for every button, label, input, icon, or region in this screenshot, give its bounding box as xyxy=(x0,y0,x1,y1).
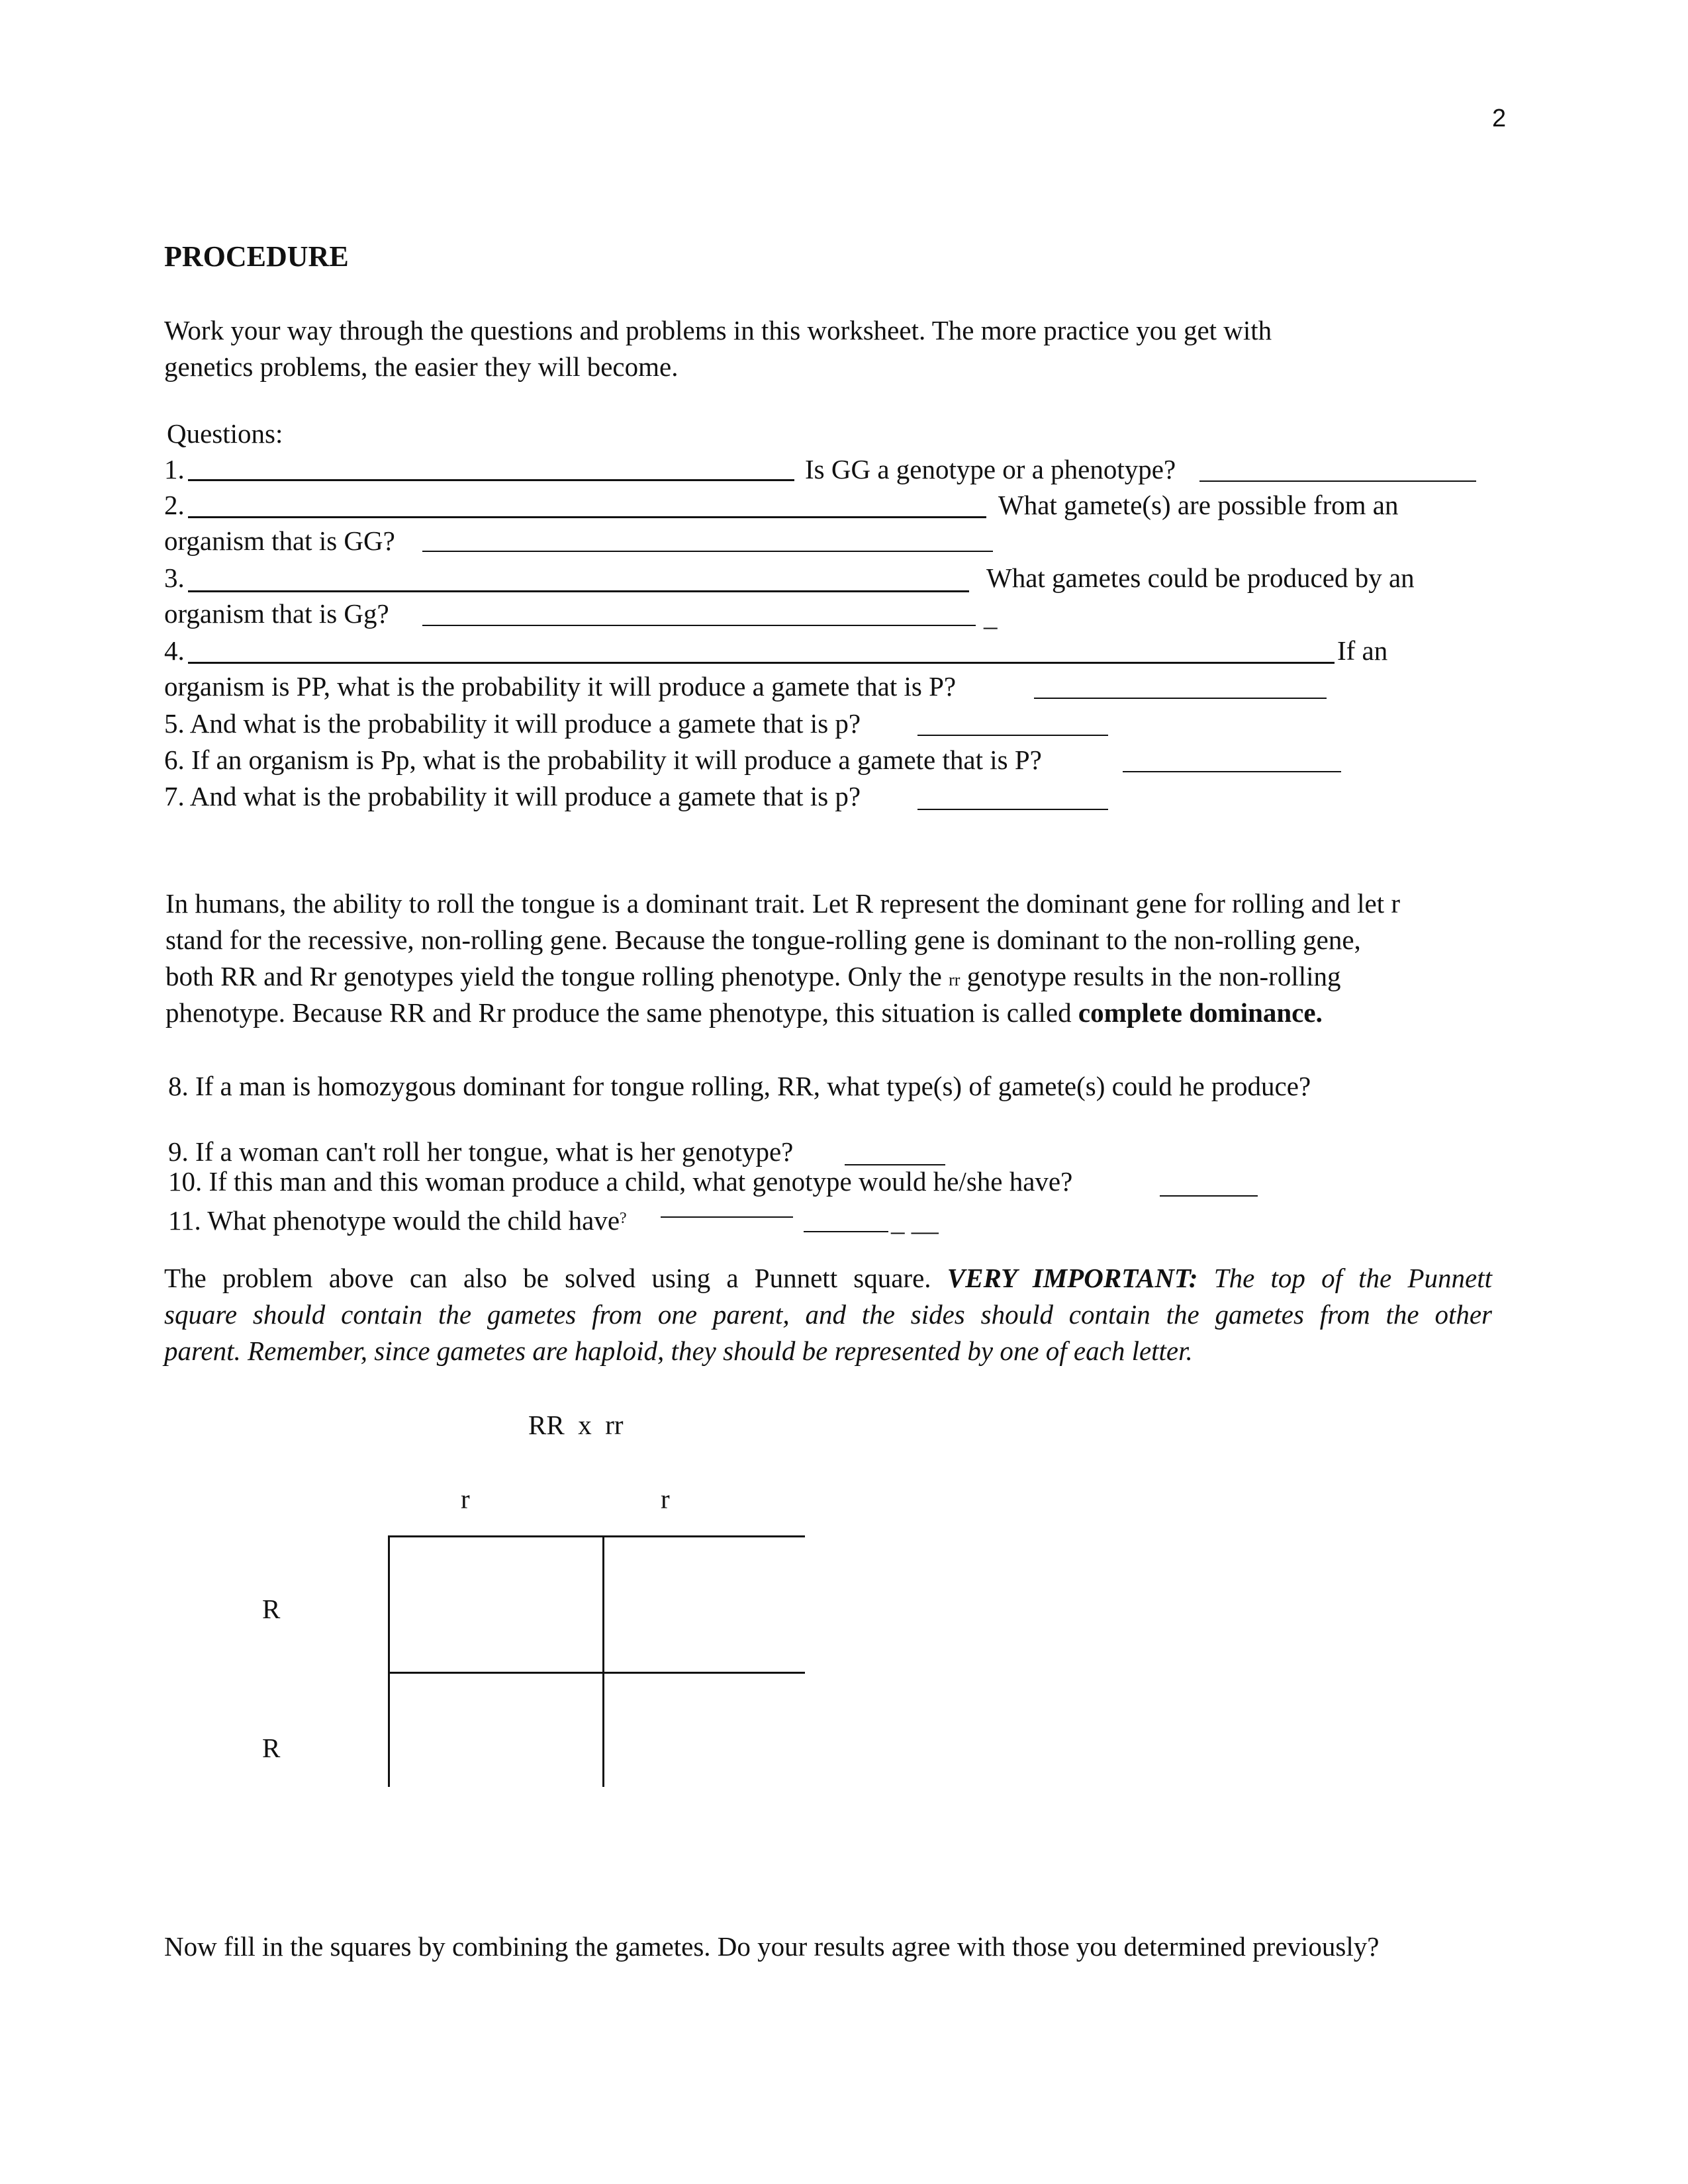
question-10-text: 10. If this man and this woman produce a child, what genotype would he/she have? xyxy=(168,1166,1073,1197)
punnett-paragraph-line-3: parent. Remember, since gametes are haploid, they should be represented by one of each letter. xyxy=(164,1336,1193,1366)
question-7-text: 7. And what is the probability it will produce a gamete that is p? xyxy=(164,781,861,811)
question-5-answer-blank[interactable] xyxy=(917,735,1108,736)
punnett-paragraph-line-1 xyxy=(164,1260,1492,1297)
intro-line-1: Work your way through the questions and problems in this worksheet. The more practice you get with xyxy=(164,315,1272,345)
question-2-number: 2. xyxy=(164,490,185,520)
punnett-line-1-italic: The top of the Punnett xyxy=(1213,1263,1492,1293)
punnett-cell-1-2[interactable] xyxy=(605,1538,804,1670)
question-2-continuation: organism that is GG? xyxy=(164,525,395,556)
question-2-answer-blank[interactable] xyxy=(422,551,993,552)
question-4-text: If an xyxy=(1337,635,1388,666)
question-3-continuation: organism that is Gg? xyxy=(164,598,389,629)
intro-line-2: genetics problems, the easier they will become. xyxy=(164,351,679,382)
question-1-number: 1. xyxy=(164,454,185,484)
side-gamete-2: R xyxy=(262,1733,281,1763)
tongue-line-3-b: genotype results in the non-rolling xyxy=(966,961,1341,991)
question-1-blank-a[interactable] xyxy=(188,479,794,481)
question-11-label: 11. What phenotype would the child have xyxy=(168,1205,620,1236)
question-11-mark: ? xyxy=(620,1210,627,1227)
very-important-label: VERY IMPORTANT: xyxy=(947,1263,1198,1293)
question-3-answer-blank[interactable] xyxy=(422,625,976,626)
tongue-line-3-a: both RR and Rr genotypes yield the tongue rolling phenotype. Only the xyxy=(165,961,942,991)
question-10-answer-blank[interactable] xyxy=(1160,1195,1258,1197)
question-4-number: 4. xyxy=(164,635,185,666)
question-3-blank-a[interactable] xyxy=(188,590,969,592)
tongue-paragraph-line-4 xyxy=(165,995,1323,1031)
question-11-tail: _ __ xyxy=(891,1206,939,1236)
question-4-answer-blank[interactable] xyxy=(1034,698,1327,699)
question-1-answer-blank[interactable] xyxy=(1199,480,1476,482)
top-gamete-2: r xyxy=(661,1484,670,1514)
top-gamete-1: r xyxy=(461,1484,470,1514)
tongue-paragraph-line-2: stand for the recessive, non-rolling gene. Because the tongue-rolling gene is dominant to the non-rolling gene, xyxy=(165,925,1361,955)
question-8-text: 8. If a man is homozygous dominant for tongue rolling, RR, what type(s) of gamete(s) could he produce? xyxy=(168,1071,1311,1101)
question-7-answer-blank[interactable] xyxy=(917,809,1108,810)
tongue-paragraph-line-1: In humans, the ability to roll the tongue is a dominant trait. Let R represent the dominant gene for rolling and let r xyxy=(165,888,1401,919)
punnett-cell-2-1[interactable] xyxy=(391,1674,601,1786)
closing-instruction: Now fill in the squares by combining the gametes. Do your results agree with those you determined previously? xyxy=(164,1931,1380,1962)
punnett-middle-line xyxy=(388,1672,805,1674)
tongue-paragraph-line-3 xyxy=(165,958,1341,999)
question-2-text: What gamete(s) are possible from an xyxy=(998,490,1399,520)
question-3-text: What gametes could be produced by an xyxy=(986,563,1415,593)
question-6-text: 6. If an organism is Pp, what is the probability it will produce a gamete that is P? xyxy=(164,745,1042,775)
punnett-top-line xyxy=(388,1535,805,1537)
question-4-continuation: organism is PP, what is the probability it will produce a gamete that is P? xyxy=(164,671,957,702)
side-gamete-1: R xyxy=(262,1594,281,1624)
complete-dominance-term: complete dominance. xyxy=(1078,997,1323,1028)
cross-label: RR x rr xyxy=(528,1410,624,1440)
question-11-answer-blank[interactable] xyxy=(804,1231,888,1232)
punnett-paragraph-line-2: square should contain the gametes from one parent, and the sides should contain the gametes from the other xyxy=(164,1299,1492,1330)
procedure-heading: PROCEDURE xyxy=(164,240,349,273)
punnett-cell-2-2[interactable] xyxy=(605,1674,804,1786)
punnett-line-1-a: The problem above can also be solved using a Punnett square. xyxy=(164,1263,931,1293)
question-5-text: 5. And what is the probability it will produce a gamete that is p? xyxy=(164,708,861,739)
question-3-tail: _ xyxy=(984,601,998,631)
question-11-text xyxy=(168,1201,627,1238)
question-11-blank-a[interactable] xyxy=(661,1216,793,1218)
question-1-text: Is GG a genotype or a phenotype? xyxy=(805,454,1176,484)
punnett-left-line xyxy=(388,1535,390,1787)
punnett-cell-1-1[interactable] xyxy=(391,1538,601,1670)
question-2-blank-a[interactable] xyxy=(188,516,986,518)
question-9-text: 9. If a woman can't roll her tongue, what is her genotype? xyxy=(168,1136,794,1167)
punnett-center-line xyxy=(602,1535,604,1787)
tongue-line-4-a: phenotype. Because RR and Rr produce the same phenotype, this situation is called xyxy=(165,997,1072,1028)
question-6-answer-blank[interactable] xyxy=(1123,771,1341,772)
question-4-blank-a[interactable] xyxy=(188,662,1335,664)
page-number: 2 xyxy=(1492,105,1507,132)
question-3-number: 3. xyxy=(164,563,185,593)
questions-label: Questions: xyxy=(167,418,283,449)
tongue-line-3-genotype: rr xyxy=(949,970,961,989)
